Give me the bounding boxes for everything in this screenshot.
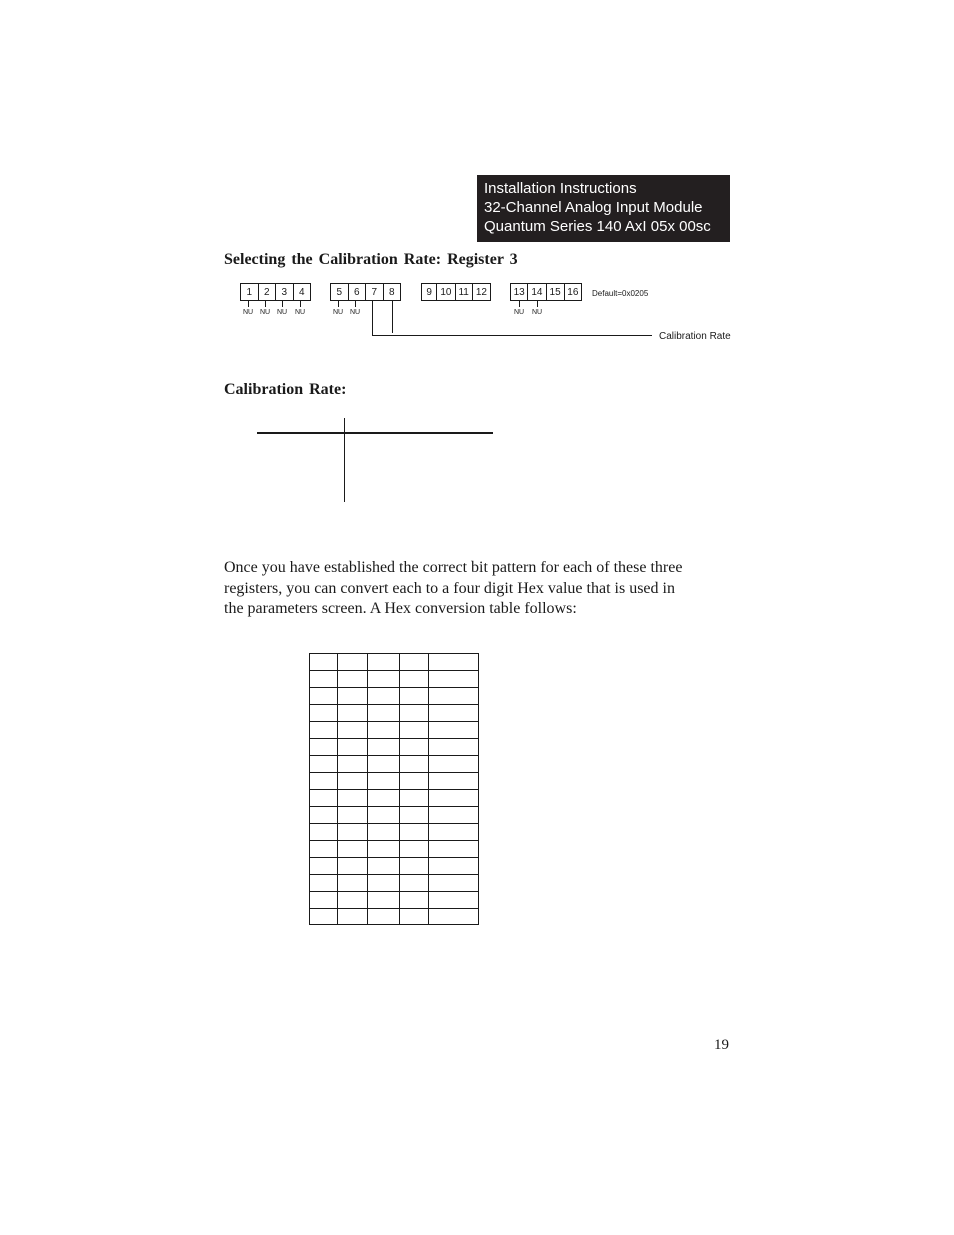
table-cell xyxy=(310,909,338,925)
table-cell xyxy=(338,824,368,841)
table-row xyxy=(310,841,479,858)
nu-label: NU xyxy=(259,309,271,316)
bit-14: 14 xyxy=(527,284,545,300)
table-cell xyxy=(310,841,338,858)
table-cell xyxy=(429,773,479,790)
table-cell xyxy=(310,790,338,807)
nu-tick xyxy=(265,301,266,307)
table-cell xyxy=(400,807,429,824)
register-heading: Selecting the Calibration Rate: Register 3 xyxy=(224,251,518,268)
table-row xyxy=(310,858,479,875)
header-line-3: Quantum Series 140 AxI 05x 00sc xyxy=(484,218,711,235)
hex-conversion-table xyxy=(309,653,479,925)
bit-3: 3 xyxy=(275,284,293,300)
table-cell xyxy=(310,739,338,756)
bit-11: 11 xyxy=(455,284,472,300)
table-cell xyxy=(368,824,400,841)
table-cell xyxy=(338,807,368,824)
table-cell xyxy=(429,688,479,705)
bit-group-1 xyxy=(240,283,311,301)
table-cell xyxy=(400,858,429,875)
table-cell xyxy=(368,892,400,909)
table-cell xyxy=(310,875,338,892)
table-cell xyxy=(368,654,400,671)
bit-16: 16 xyxy=(564,284,581,300)
table-cell xyxy=(429,739,479,756)
table-cell xyxy=(338,773,368,790)
table-cell xyxy=(310,705,338,722)
table-row xyxy=(310,824,479,841)
table-cell xyxy=(338,909,368,925)
table-cell xyxy=(338,892,368,909)
table-cell xyxy=(368,688,400,705)
table-cell xyxy=(368,790,400,807)
table-row xyxy=(310,892,479,909)
bit-13: 13 xyxy=(513,286,525,298)
nu-tick xyxy=(519,301,520,307)
page-number: 19 xyxy=(714,1037,729,1053)
table-row xyxy=(310,739,479,756)
table-cell xyxy=(429,807,479,824)
nu-label: NU xyxy=(294,309,306,316)
bit-1: 1 xyxy=(246,286,253,298)
table-cell xyxy=(429,671,479,688)
bit-15: 15 xyxy=(546,284,564,300)
table-row xyxy=(310,705,479,722)
table-row xyxy=(310,773,479,790)
bracket-line-bit7 xyxy=(372,301,373,336)
table-cell xyxy=(338,722,368,739)
calibration-table-divider xyxy=(344,418,345,502)
nu-label: NU xyxy=(242,309,254,316)
document-header xyxy=(477,175,730,242)
nu-tick xyxy=(282,301,283,307)
table-cell xyxy=(338,654,368,671)
table-cell xyxy=(310,654,338,671)
table-cell xyxy=(400,790,429,807)
table-cell xyxy=(429,722,479,739)
table-cell xyxy=(429,875,479,892)
header-line-2: 32-Channel Analog Input Module xyxy=(484,199,703,216)
table-cell xyxy=(310,671,338,688)
table-cell xyxy=(400,773,429,790)
bit-5: 5 xyxy=(336,286,343,298)
table-cell xyxy=(310,773,338,790)
table-cell xyxy=(400,909,429,925)
table-cell xyxy=(368,909,400,925)
table-row xyxy=(310,909,479,925)
table-cell xyxy=(400,756,429,773)
table-row xyxy=(310,790,479,807)
nu-tick xyxy=(537,301,538,307)
calibration-heading: Calibration Rate: xyxy=(224,381,347,398)
table-cell xyxy=(310,756,338,773)
table-cell xyxy=(400,688,429,705)
table-cell xyxy=(429,858,479,875)
table-cell xyxy=(338,739,368,756)
table-row xyxy=(310,875,479,892)
paragraph-line-3: the parameters screen. A Hex conversion table follows: xyxy=(224,600,577,617)
nu-label: NU xyxy=(531,309,543,316)
table-cell xyxy=(338,790,368,807)
bit-group-3 xyxy=(421,283,491,301)
calibration-table-rule xyxy=(257,432,493,434)
table-row xyxy=(310,671,479,688)
table-cell xyxy=(429,654,479,671)
bit-4: 4 xyxy=(293,284,311,300)
table-cell xyxy=(429,705,479,722)
table-cell xyxy=(310,722,338,739)
table-cell xyxy=(429,824,479,841)
table-cell xyxy=(429,909,479,925)
table-cell xyxy=(368,671,400,688)
table-cell xyxy=(429,790,479,807)
table-cell xyxy=(368,807,400,824)
bit-group-2 xyxy=(330,283,401,301)
bracket-horizontal-line xyxy=(372,335,652,336)
table-cell xyxy=(368,756,400,773)
bit-9: 9 xyxy=(426,286,432,298)
table-cell xyxy=(338,841,368,858)
bit-8: 8 xyxy=(383,284,401,300)
table-cell xyxy=(338,875,368,892)
paragraph-line-1: Once you have established the correct bit pattern for each of these three xyxy=(224,559,683,576)
table-cell xyxy=(368,739,400,756)
bit-10: 10 xyxy=(436,284,454,300)
table-cell xyxy=(400,739,429,756)
default-value-label: Default=0x0205 xyxy=(592,289,649,298)
nu-label: NU xyxy=(332,309,344,316)
table-cell xyxy=(310,824,338,841)
nu-tick xyxy=(248,301,249,307)
calibration-rate-label: Calibration Rate xyxy=(659,331,731,342)
table-cell xyxy=(310,858,338,875)
table-cell xyxy=(338,756,368,773)
header-line-1: Installation Instructions xyxy=(484,180,637,197)
table-cell xyxy=(400,892,429,909)
table-row xyxy=(310,807,479,824)
table-cell xyxy=(368,841,400,858)
paragraph-line-2: registers, you can convert each to a four digit Hex value that is used in xyxy=(224,579,675,597)
table-cell xyxy=(400,824,429,841)
table-cell xyxy=(400,722,429,739)
nu-tick xyxy=(300,301,301,307)
nu-tick xyxy=(355,301,356,307)
table-cell xyxy=(400,654,429,671)
table-cell xyxy=(368,875,400,892)
bit-2: 2 xyxy=(258,284,276,300)
table-cell xyxy=(368,773,400,790)
table-cell xyxy=(368,705,400,722)
table-row xyxy=(310,688,479,705)
table-cell xyxy=(400,705,429,722)
table-cell xyxy=(338,688,368,705)
table-cell xyxy=(310,688,338,705)
table-cell xyxy=(310,892,338,909)
table-cell xyxy=(338,705,368,722)
table-row xyxy=(310,756,479,773)
table-cell xyxy=(338,858,368,875)
table-cell xyxy=(429,892,479,909)
bit-group-4 xyxy=(510,283,582,301)
table-cell xyxy=(400,841,429,858)
table-cell xyxy=(310,807,338,824)
table-cell xyxy=(429,841,479,858)
table-cell xyxy=(400,671,429,688)
nu-label: NU xyxy=(276,309,288,316)
table-row xyxy=(310,722,479,739)
table-cell xyxy=(400,875,429,892)
body-paragraph xyxy=(224,558,734,620)
table-cell xyxy=(429,756,479,773)
bracket-line-bit8 xyxy=(392,301,393,333)
bit-7: 7 xyxy=(365,284,383,300)
nu-label: NU xyxy=(349,309,361,316)
table-row xyxy=(310,654,479,671)
nu-label: NU xyxy=(513,309,525,316)
nu-tick xyxy=(338,301,339,307)
bit-6: 6 xyxy=(348,284,366,300)
table-cell xyxy=(338,671,368,688)
table-cell xyxy=(368,722,400,739)
table-cell xyxy=(368,858,400,875)
bit-12: 12 xyxy=(472,284,490,300)
